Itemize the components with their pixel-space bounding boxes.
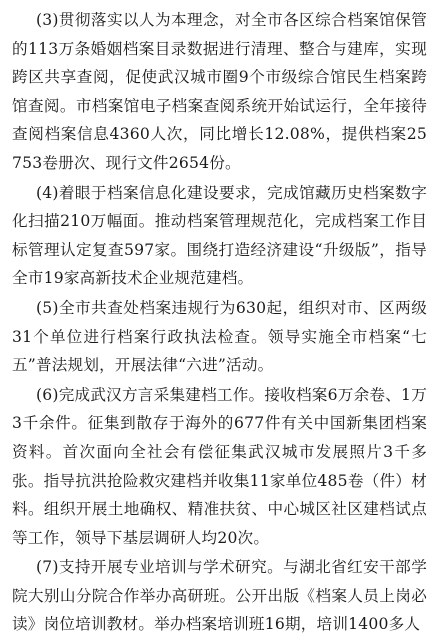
paragraph-6 xyxy=(12,381,427,553)
paragraph-text: (6)完成武汉方言采集建档工作。接收档案6万余卷、1万3千余件。征集到散存于海外的677件有关中国新集团档案资料。首次面向全社会有偿征集武汉城市发展照片3千多张。指导抗洪抢险救灾建档并收集11家单位485卷（件）材料。组织开展土地确权、精准扶贫、中心城区社区建档试点等工作，领导下基层调研人均20次。 xyxy=(12,385,427,547)
paragraph-text: (4)着眼于档案信息化建设要求，完成馆藏历史档案数字化扫描210万幅面。推动档案管理规范化，完成档案工作目标管理认定复查597家。围绕打造经济建设“升级版”，指导全市19家高新技术企业规范建档。 xyxy=(12,183,427,288)
paragraph-text: (5)全市共查处档案违规行为630起，组织对市、区两级31个单位进行档案行政执法检查。领导实施全市档案“七五”普法规划，开展法律“六进”活动。 xyxy=(12,298,427,375)
paragraph-text: (3)贯彻落实以人为本理念，对全市各区综合档案馆保管的113万条婚姻档案目录数据进行清理、整合与建库，实现跨区共享查阅，促使武汉城市圈9个市级综合馆民生档案跨馆查阅。市档案馆电子档案查阅系统开始试运行，全年接待查阅档案信息4360人次，同比增长12.08%，提供档案25753卷册次、现行文件2654份。 xyxy=(12,11,427,172)
paragraph-7 xyxy=(12,553,427,639)
paragraph-4 xyxy=(12,179,427,293)
paragraph-5 xyxy=(12,294,427,380)
paragraph-text: (7)支持开展专业培训与学术研究。与湖北省红安干部学院大别山分院合作举办高研班。公开出版《档案人员上岗必读》岗位培训教材。举办档案培训班16期，培训1400多人 xyxy=(12,558,427,634)
paragraph-3 xyxy=(12,6,427,178)
